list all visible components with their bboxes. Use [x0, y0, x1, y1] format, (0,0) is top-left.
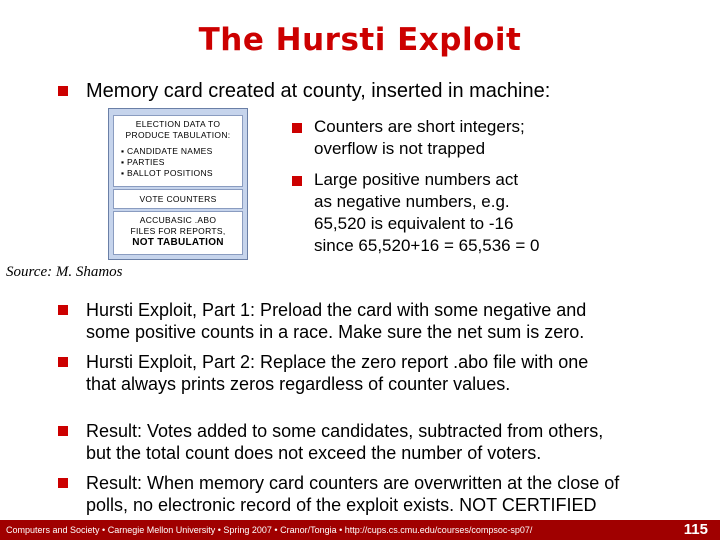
text-line: some positive counts in a race. Make sure the net sum is zero. — [86, 322, 585, 342]
text-line: but the total count does not exceed the number of voters. — [86, 443, 542, 463]
card-item: ▪ CANDIDATE NAMES — [121, 146, 213, 156]
source-citation: Source: M. Shamos — [6, 264, 123, 280]
bullet-icon — [58, 478, 68, 488]
right-bullet-text — [314, 116, 525, 160]
text-line: Large positive numbers act — [314, 170, 519, 189]
card-text: ACCUBASIC .ABO — [139, 215, 217, 225]
bullet-icon — [58, 426, 68, 436]
text-line: Result: Votes added to some candidates, subtracted from others, — [86, 421, 604, 441]
card-item: ▪ PARTIES — [121, 157, 165, 167]
text-line: polls, no electronic record of the exploit exists. NOT CERTIFIED — [86, 495, 597, 515]
text-line: since 65,520+16 = 65,536 = 0 — [314, 236, 540, 255]
page-number: 115 — [683, 521, 708, 538]
bullet-text — [86, 420, 603, 464]
text-line: as negative numbers, e.g. — [314, 192, 510, 211]
text-line: Result: When memory card counters are overwritten at the close of — [86, 473, 620, 493]
text-line: 65,520 is equivalent to -16 — [314, 214, 514, 233]
card-section-vote-counters — [113, 189, 243, 209]
card-text: PRODUCE TABULATION: — [125, 130, 231, 140]
footer-bar — [0, 520, 720, 540]
card-text: VOTE COUNTERS — [139, 194, 217, 204]
text-line: Hursti Exploit, Part 2: Replace the zero report .abo file with one — [86, 352, 589, 372]
card-text: ELECTION DATA TO — [135, 119, 221, 129]
bullet-text — [86, 472, 619, 516]
intro-text: Memory card created at county, inserted in machine: — [86, 80, 551, 102]
text-line: overflow is not trapped — [314, 139, 486, 158]
card-item: ▪ BALLOT POSITIONS — [121, 168, 213, 178]
text-line: that always prints zeros regardless of counter values. — [86, 374, 511, 394]
footer-text: Computers and Society • Carnegie Mellon University • Spring 2007 • Cranor/Tongia • http://cups.cs.cmu.edu/courses/compsoc-sp07/ — [6, 525, 533, 535]
card-section-election-data — [113, 115, 243, 187]
card-text-bold: NOT TABULATION — [132, 237, 224, 248]
card-section-accubasic — [113, 211, 243, 255]
right-bullet-text — [314, 169, 539, 257]
slide-title: The Hursti Exploit — [198, 22, 522, 58]
memory-card-diagram — [108, 108, 248, 260]
bullet-icon — [292, 123, 302, 133]
bullet-icon — [58, 357, 68, 367]
bullet-text — [86, 299, 586, 343]
bullet-icon — [58, 86, 68, 96]
bullet-icon — [58, 305, 68, 315]
text-line: Counters are short integers; — [314, 117, 525, 136]
bullet-text — [86, 351, 588, 395]
card-text: FILES FOR REPORTS, — [130, 226, 226, 236]
text-line: Hursti Exploit, Part 1: Preload the card with some negative and — [86, 300, 587, 320]
bullet-icon — [292, 176, 302, 186]
